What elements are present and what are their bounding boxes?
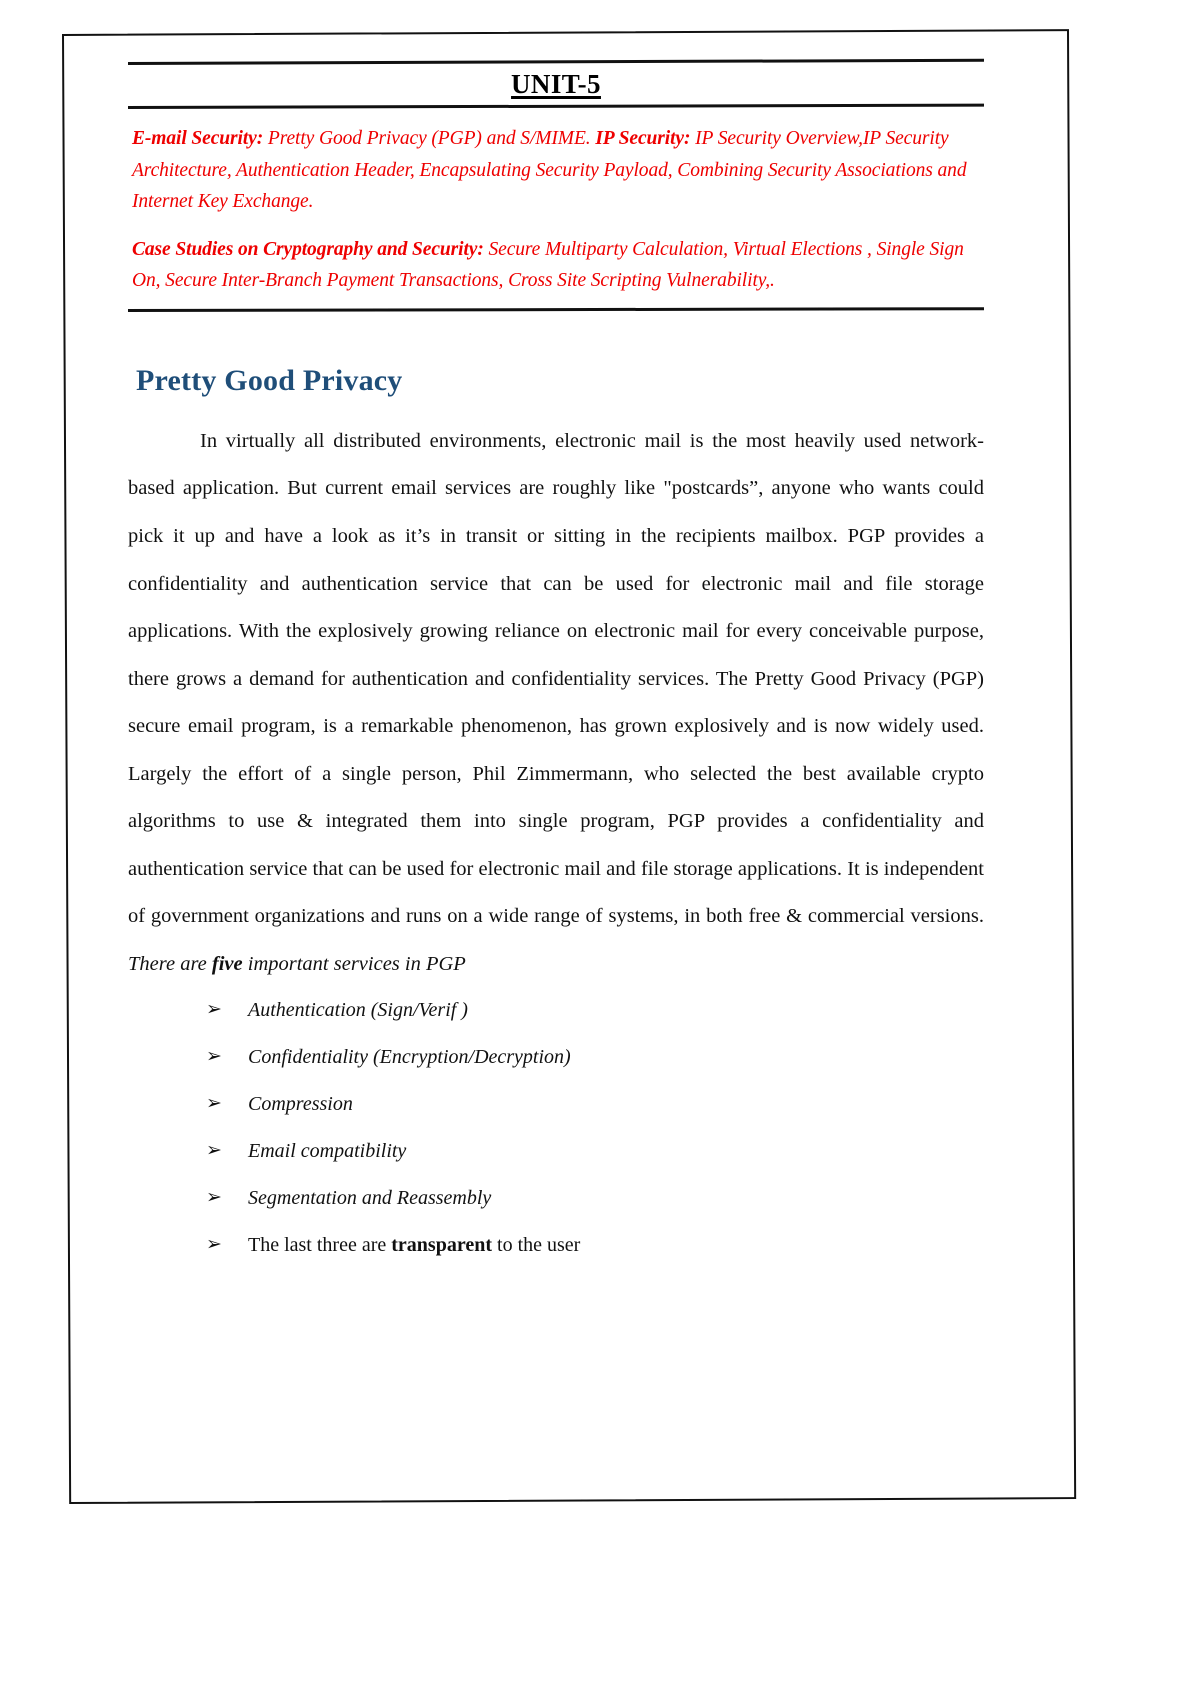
- unit-header-block: [128, 62, 984, 109]
- closing-pre-text: There are: [128, 952, 212, 975]
- syllabus-paragraph-case-studies: [132, 234, 980, 297]
- list-item-label: Segmentation and Reassembly: [248, 1186, 492, 1209]
- list-item: [206, 1185, 984, 1211]
- pgp-services-list: [128, 997, 984, 1258]
- syllabus-text-case-studies: Secure Multiparty Calculation, Virtual Elections , Single Sign On, Secure Inter-Branch Payment Transactions, Cross Site Scripting Vulnerability,.: [132, 238, 964, 292]
- syllabus-text-email-security: Pretty Good Privacy (PGP) and S/MIME.: [263, 128, 596, 150]
- list-item-label: Authentication (Sign/Verif ): [248, 998, 468, 1021]
- syllabus-paragraph-email-ip-security: [132, 123, 980, 218]
- closing-bold-five: five: [211, 952, 243, 975]
- arrow-bullet-icon: ➢: [206, 1091, 222, 1114]
- emphasis-transparent: transparent: [391, 1233, 493, 1256]
- syllabus-text-ip-security: IP Security Overview,IP Security Architecture, Authentication Header, Encapsulating Security Payload, Combining Security Associations and Internet Key Exchange.: [132, 128, 967, 213]
- list-item: [206, 1232, 984, 1258]
- list-item: [206, 1091, 984, 1117]
- header-rule-bottom: [128, 307, 984, 312]
- arrow-bullet-icon: ➢: [206, 1185, 222, 1208]
- list-item-label: The last three are transparent to the user: [248, 1233, 581, 1256]
- body-paragraph-main-text: In virtually all distributed environments, electronic mail is the most heavily used network-based application. But current email services are roughly like "postcards”, anyone who wants could pick it up and have a look as it’s in transit or sitting in the recipients mailbox. PGP provides a confidentiality and authentication service that can be used for electronic mail and file storage applications. With the explosively growing reliance on electronic mail for every conceivable purpose, there grows a demand for authentication and confidentiality services. The Pretty Good Privacy (PGP) secure email program, is a remarkable phenomenon, has grown explosively and is now widely used. Largely the effort of a single person, Phil Zimmermann, who selected the best available crypto algorithms to use & integrated them into single program, PGP provides a confidentiality and authentication service that can be used for electronic mail and file storage applications. It is independent of government organizations and runs on a wide range of systems, in both free & commercial versions.: [128, 429, 984, 928]
- page-content: [128, 62, 984, 1279]
- unit-title-text: UNIT-5: [511, 69, 601, 99]
- list-item: [206, 1138, 984, 1164]
- closing-post-text: important services in PGP: [242, 952, 466, 975]
- list-item-label: Compression: [248, 1092, 353, 1115]
- list-item-label: Confidentiality (Encryption/Decryption): [248, 1045, 571, 1068]
- page-title: [128, 65, 984, 102]
- list-item: [206, 997, 984, 1023]
- syllabus-lead-ip-security: IP Security:: [595, 128, 691, 150]
- syllabus-lead-case-studies: Case Studies on Cryptography and Security:: [132, 238, 484, 260]
- arrow-bullet-icon: ➢: [206, 1044, 222, 1067]
- arrow-bullet-icon: ➢: [206, 1232, 222, 1255]
- list-item: [206, 1044, 984, 1070]
- list-item-label: Email compatibility: [248, 1139, 407, 1162]
- header-rule-middle: [128, 104, 984, 109]
- arrow-bullet-icon: ➢: [206, 997, 222, 1020]
- syllabus-lead-email-security: E-mail Security:: [132, 128, 264, 150]
- arrow-bullet-icon: ➢: [206, 1138, 222, 1161]
- section-heading-pretty-good-privacy: Pretty Good Privacy: [136, 363, 403, 397]
- body-paragraph-closing: [128, 953, 466, 975]
- body-paragraph: [128, 418, 984, 989]
